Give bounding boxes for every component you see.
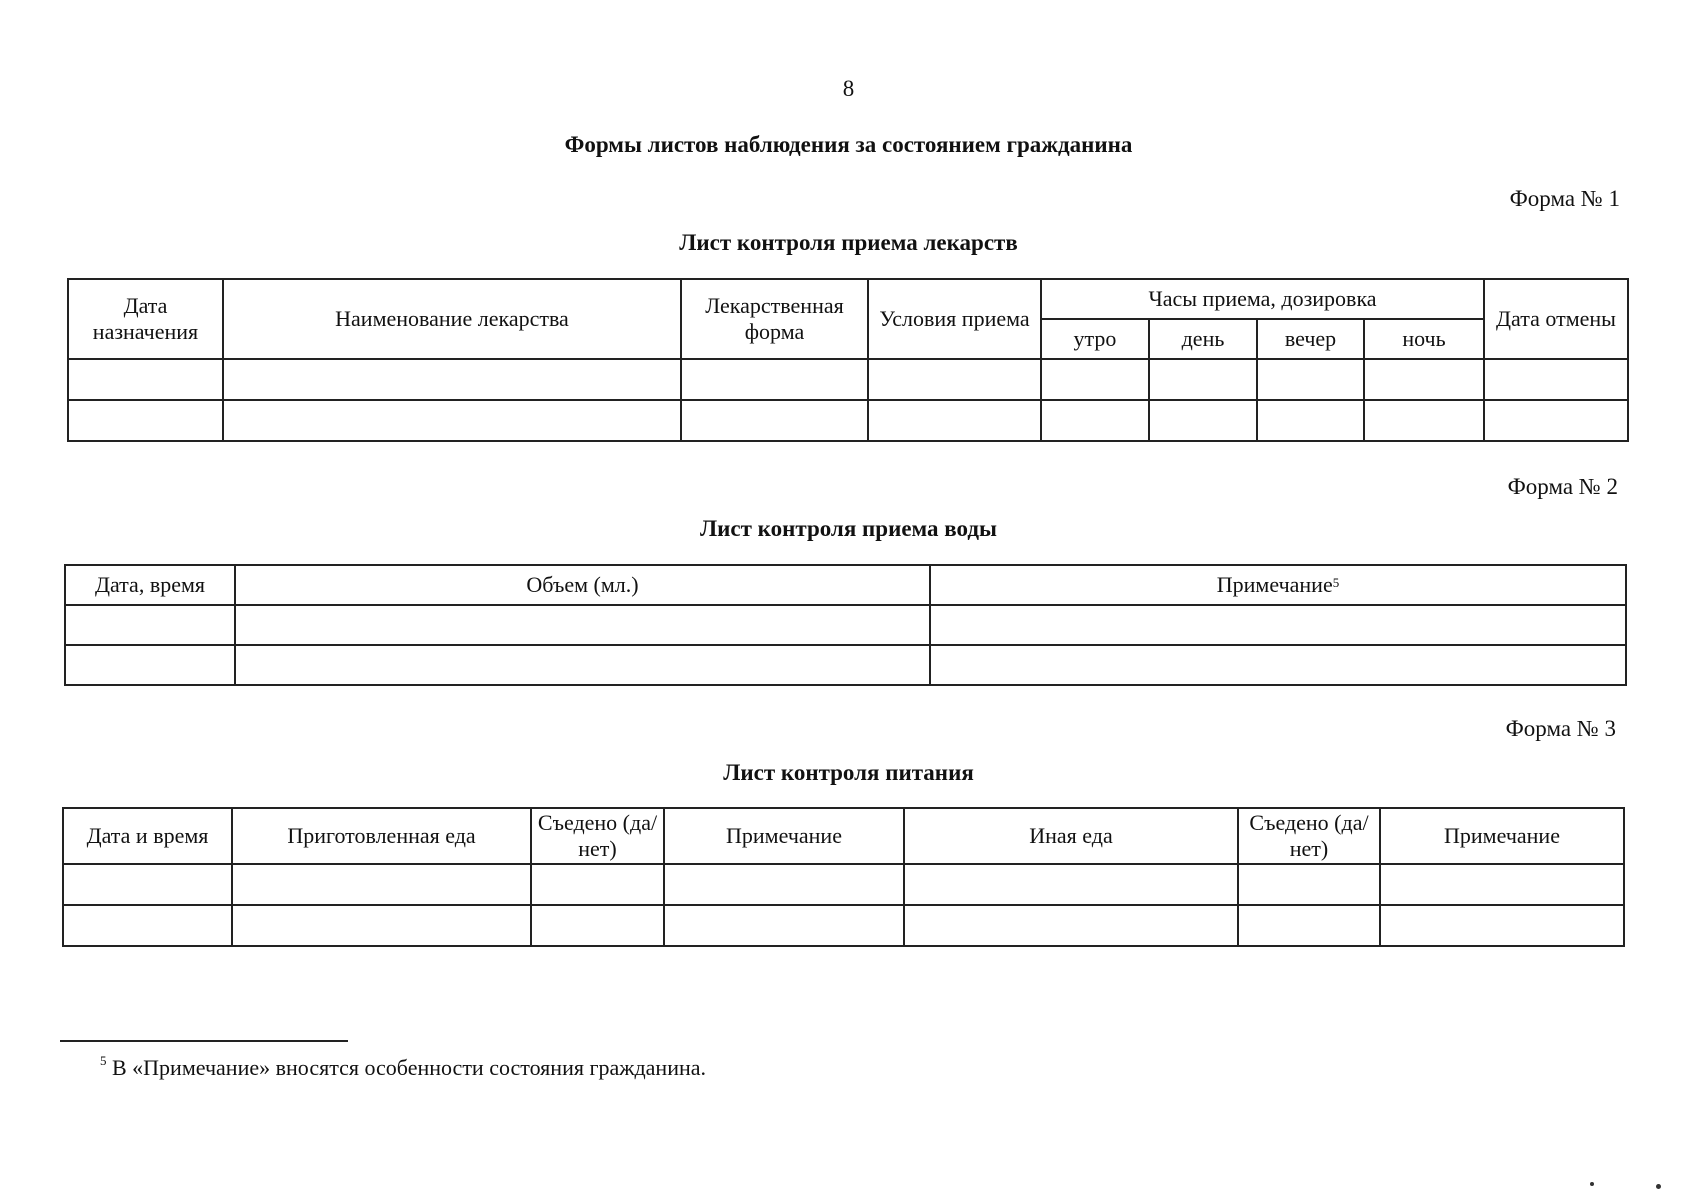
form-2-number: Форма № 2 xyxy=(1507,474,1618,499)
header-hours-dosage: Часы приема, дозировка xyxy=(1041,279,1484,319)
cell[interactable] xyxy=(1041,400,1149,441)
cell[interactable] xyxy=(681,359,868,400)
header-drug-name: Наименование лекарства xyxy=(223,279,681,359)
header-drug-form: Лекарственная форма xyxy=(681,279,868,359)
cell[interactable] xyxy=(1238,864,1380,905)
header-note: Примечание xyxy=(664,808,904,864)
cell[interactable] xyxy=(65,645,235,685)
cell[interactable] xyxy=(664,864,904,905)
footnote-marker: 5 xyxy=(1332,575,1340,590)
cell[interactable] xyxy=(223,359,681,400)
header-note-other: Примечание xyxy=(1380,808,1624,864)
header-eaten: Съедено (да/нет) xyxy=(531,808,664,864)
header-cooked-food: Приготовленная еда xyxy=(232,808,531,864)
water-control-table xyxy=(64,564,1627,686)
form-2-title: Лист контроля приема воды xyxy=(700,516,997,541)
form-3-title: Лист контроля питания xyxy=(723,760,974,785)
cell[interactable] xyxy=(868,400,1041,441)
cell[interactable] xyxy=(232,864,531,905)
cell[interactable] xyxy=(232,905,531,946)
header-date-assigned: Дата назначения xyxy=(68,279,223,359)
cell[interactable] xyxy=(531,905,664,946)
table-row xyxy=(68,400,1628,441)
cell[interactable] xyxy=(1149,400,1257,441)
header-eaten-other: Съедено (да/нет) xyxy=(1238,808,1380,864)
header-conditions: Условия приема xyxy=(868,279,1041,359)
medication-control-table xyxy=(67,278,1629,442)
cell[interactable] xyxy=(1380,864,1624,905)
header-datetime: Дата, время xyxy=(65,565,235,605)
form-1-title: Лист контроля приема лекарств xyxy=(679,230,1018,255)
header-volume: Объем (мл.) xyxy=(235,565,930,605)
header-morning: утро xyxy=(1041,319,1149,359)
cell[interactable] xyxy=(1484,359,1628,400)
table-row xyxy=(63,905,1624,946)
header-night: ночь xyxy=(1364,319,1484,359)
cell[interactable] xyxy=(235,605,930,645)
cell[interactable] xyxy=(1257,400,1364,441)
cell[interactable] xyxy=(531,864,664,905)
footnote xyxy=(100,1055,706,1081)
cell[interactable] xyxy=(904,905,1238,946)
header-evening: вечер xyxy=(1257,319,1364,359)
cell[interactable] xyxy=(904,864,1238,905)
table-row xyxy=(63,864,1624,905)
scan-speck xyxy=(1590,1182,1594,1186)
form-1-number: Форма № 1 xyxy=(1509,186,1620,211)
cell[interactable] xyxy=(63,864,232,905)
cell[interactable] xyxy=(930,605,1626,645)
header-other-food: Иная еда xyxy=(904,808,1238,864)
footnote-number: 5 xyxy=(100,1053,107,1068)
cell[interactable] xyxy=(235,645,930,685)
footnote-divider xyxy=(60,1040,348,1042)
cell[interactable] xyxy=(63,905,232,946)
cell[interactable] xyxy=(1364,359,1484,400)
document-title: Формы листов наблюдения за состоянием гражданина xyxy=(564,132,1133,157)
header-note xyxy=(930,565,1626,605)
form-3-number: Форма № 3 xyxy=(1505,716,1616,741)
scan-speck xyxy=(1656,1184,1661,1189)
cell[interactable] xyxy=(1364,400,1484,441)
cell[interactable] xyxy=(65,605,235,645)
table-row xyxy=(65,605,1626,645)
cell[interactable] xyxy=(664,905,904,946)
cell[interactable] xyxy=(1041,359,1149,400)
table-row xyxy=(68,359,1628,400)
cell[interactable] xyxy=(1257,359,1364,400)
nutrition-control-table xyxy=(62,807,1625,947)
cell[interactable] xyxy=(223,400,681,441)
header-date-cancel: Дата отмены xyxy=(1484,279,1628,359)
cell[interactable] xyxy=(1238,905,1380,946)
cell[interactable] xyxy=(1484,400,1628,441)
cell[interactable] xyxy=(930,645,1626,685)
cell[interactable] xyxy=(681,400,868,441)
cell[interactable] xyxy=(1149,359,1257,400)
cell[interactable] xyxy=(68,400,223,441)
cell[interactable] xyxy=(868,359,1041,400)
header-note-label: Примечание xyxy=(1216,572,1333,597)
header-day: день xyxy=(1149,319,1257,359)
cell[interactable] xyxy=(68,359,223,400)
cell[interactable] xyxy=(1380,905,1624,946)
header-datetime: Дата и время xyxy=(63,808,232,864)
table-row xyxy=(65,645,1626,685)
footnote-text: В «Примечание» вносятся особенности состояния гражданина. xyxy=(106,1055,706,1080)
page-number: 8 xyxy=(842,76,855,101)
